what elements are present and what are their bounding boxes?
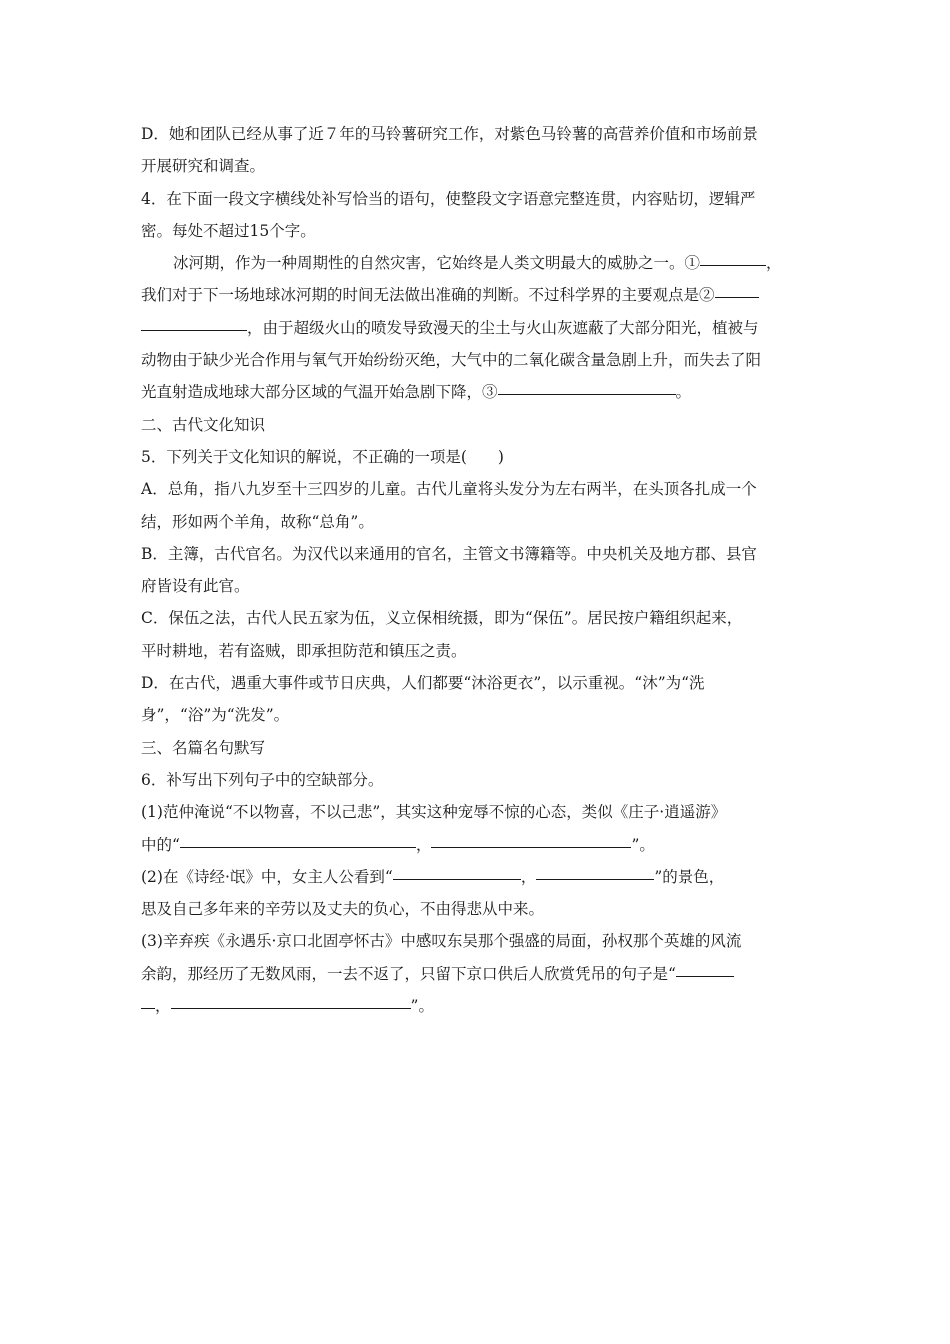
blank-2[interactable] bbox=[715, 296, 759, 298]
q6-item2-line2: 思及自己多年来的辛劳以及丈夫的负心，不由得悲从中来。 bbox=[141, 900, 545, 919]
q6-item1-line2 bbox=[141, 829, 813, 861]
blank-6-3a[interactable] bbox=[676, 975, 734, 977]
blank-6-3a-continued[interactable] bbox=[141, 1007, 155, 1009]
q4-passage-text: 冰河期，作为一种周期性的自然灾害，它始终是人类文明最大的威胁之一。① bbox=[173, 254, 701, 273]
q3-option-d-line2: 开展研究和调查。 bbox=[141, 157, 266, 176]
q6-item2-line1 bbox=[141, 861, 813, 893]
q4-passage-line3 bbox=[141, 312, 813, 344]
blank-3[interactable] bbox=[498, 393, 676, 395]
blank-2-continued[interactable] bbox=[141, 329, 247, 331]
q6-text: ， bbox=[415, 835, 432, 854]
q5-option-c-line1: C．保伍之法，古代人民五家为伍，义立保相统摄，即为“保伍”。居民按户籍组织起来， bbox=[141, 609, 743, 628]
q6-text: 余韵，那经历了无数风雨，一去不返了，只留下京口供后人欣赏凭吊的句子是“ bbox=[141, 964, 676, 983]
q6-text: ”的景色， bbox=[654, 867, 725, 886]
blank-6-1b[interactable] bbox=[431, 846, 631, 848]
q4-passage-text: 我们对于下一场地球冰河期的时间无法做出准确的判断。不过科学界的主要观点是② bbox=[141, 286, 715, 305]
q6-item3-line1: (3)辛弃疾《永遇乐·京口北固亭怀古》中感叹东吴那个强盛的局面，孙权那个英雄的风流 bbox=[141, 932, 742, 951]
q5-option-b-line1: B．主簿，古代官名。为汉代以来通用的官名，主管文书簿籍等。中央机关及地方郡、县官 bbox=[141, 544, 757, 563]
q4-stem-line1: 4．在下面一段文字横线处补写恰当的语句，使整段文字语意完整连贯，内容贴切，逻辑严 bbox=[141, 189, 756, 208]
document-page bbox=[141, 118, 813, 1022]
q6-item3-line3 bbox=[141, 990, 813, 1022]
q4-passage-line5 bbox=[141, 376, 813, 408]
q4-stem-line2: 密。每处不超过15个字。 bbox=[141, 221, 316, 240]
blank-6-2a[interactable] bbox=[393, 878, 521, 880]
blank-1[interactable] bbox=[700, 264, 766, 266]
q6-text: (2)在《诗经·氓》中，女主人公看到“ bbox=[141, 867, 393, 886]
q5-option-b-line2: 府皆设有此官。 bbox=[141, 577, 250, 596]
q6-text: ”。 bbox=[410, 997, 434, 1016]
blank-6-2b[interactable] bbox=[536, 878, 654, 880]
q4-passage-text: ， bbox=[766, 254, 782, 273]
q6-stem: 6．补写出下列句子中的空缺部分。 bbox=[141, 770, 384, 789]
q5-option-d-line2: 身”，“浴”为“洗发”。 bbox=[141, 706, 290, 725]
blank-6-3b[interactable] bbox=[171, 1007, 411, 1009]
section-3-heading: 三、名篇名句默写 bbox=[141, 738, 266, 757]
section-2-heading: 二、古代文化知识 bbox=[141, 415, 266, 434]
blank-6-1a[interactable] bbox=[180, 846, 416, 848]
q5-option-d-line1: D．在古代，遇重大事件或节日庆典，人们都要“沐浴更衣”，以示重视。“沐”为“洗 bbox=[141, 674, 705, 693]
q6-text: ， bbox=[155, 997, 171, 1016]
q3-option-d-line1: D．她和团队已经从事了近７年的马铃薯研究工作，对紫色马铃薯的高营养价值和市场前景 bbox=[141, 125, 758, 143]
q6-text: 中的“ bbox=[141, 835, 180, 854]
q5-option-a-line1: A．总角，指八九岁至十三四岁的儿童。古代儿童将头发分为左右两半，在头顶各扎成一个 bbox=[141, 480, 757, 499]
q4-passage-text: 光直射造成地球大部分区域的气温开始急剧下降，③ bbox=[141, 383, 498, 402]
q6-text: ”。 bbox=[631, 835, 655, 854]
q6-item1-line1: (1)范仲淹说“不以物喜，不以己悲”，其实这种宠辱不惊的心态，类似《庄子·逍遥游》 bbox=[141, 803, 727, 822]
q4-passage-line1 bbox=[141, 247, 813, 279]
q5-stem: 5．下列关于文化知识的解说，不正确的一项是( ) bbox=[141, 447, 504, 466]
q4-passage-line2 bbox=[141, 279, 813, 311]
q6-text: ， bbox=[520, 867, 537, 886]
q6-item3-line2 bbox=[141, 958, 813, 990]
q4-passage-text: ，由于超级火山的喷发导致漫天的尘土与火山灰遮蔽了大部分阳光，植被与 bbox=[247, 318, 759, 337]
q4-passage-text: 。 bbox=[675, 383, 692, 402]
q5-option-a-line2: 结，形如两个羊角，故称“总角”。 bbox=[141, 512, 374, 531]
q5-option-c-line2: 平时耕地，若有盗贼，即承担防范和镇压之责。 bbox=[141, 641, 467, 660]
q4-passage-line4: 动物由于缺少光合作用与氧气开始纷纷灭绝，大气中的二氧化碳含量急剧上升，而失去了阳 bbox=[141, 351, 762, 370]
